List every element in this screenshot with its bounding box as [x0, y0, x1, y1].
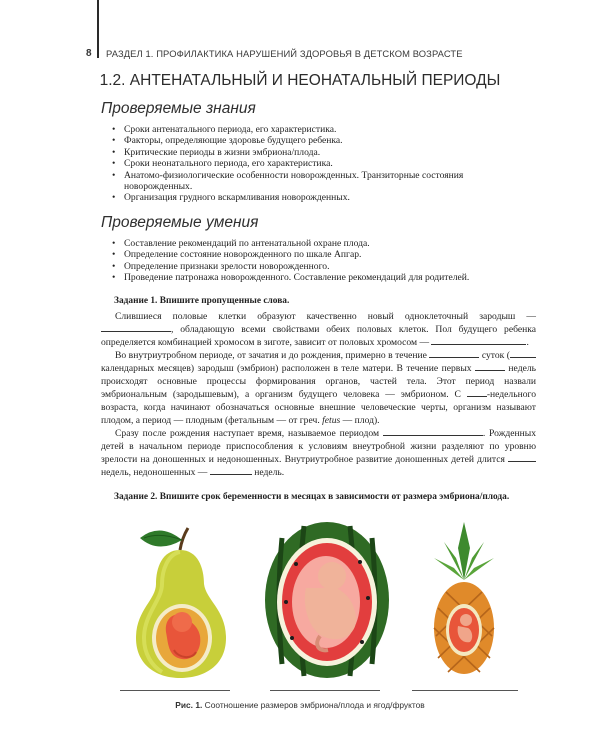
- knowledge-heading: Проверяемые знания: [101, 100, 256, 117]
- figure-caption: [0, 700, 600, 710]
- skills-list: [112, 238, 532, 284]
- figure-label: Рис. 1.: [175, 700, 203, 710]
- answer-blank[interactable]: [101, 323, 171, 332]
- page-number: 8: [86, 48, 92, 59]
- task1-paragraph-2: Во внутриутробном периоде, от зачатия и до рождения, примерно в течение суток ( календарных месяцев) зародыш (эмбрион) расположен в теле матери. В течение первых недель происходят основные процессы формирования органов, частей тела. Этот период назвали эмбриональным (зародышевым), а организм будущего человека — эмбрионом. С -недельного возраста, когда начинают обозначаться основные внешние человеческие черты, организм называют плодом, а период — плодным (фетальным — от греч. fetus — плод).: [101, 350, 536, 426]
- answer-line-pineapple[interactable]: [412, 690, 518, 691]
- list-item: • Анатомо-физиологические особенности новорожденных. Транзиторные состояния новорожденных.: [112, 170, 532, 193]
- list-item: • Определение состояние новорожденного по шкале Апгар.: [112, 249, 532, 260]
- list-item: • Сроки антенатального периода, его характеристика.: [112, 124, 532, 135]
- answer-blank[interactable]: [475, 362, 505, 371]
- pear-illustration: [122, 520, 232, 680]
- chapter-title: 1.2. АНТЕНАТАЛЬНЫЙ И НЕОНАТАЛЬНЫЙ ПЕРИОДЫ: [99, 72, 501, 89]
- answer-blank[interactable]: [383, 427, 483, 436]
- answer-blank[interactable]: [431, 336, 526, 345]
- answer-blank[interactable]: [510, 349, 536, 358]
- list-item: • Определение признаки зрелости новорожденного.: [112, 261, 532, 272]
- pineapple-illustration: [428, 518, 500, 678]
- running-title: РАЗДЕЛ 1. ПРОФИЛАКТИКА НАРУШЕНИЙ ЗДОРОВЬЯ В ДЕТСКОМ ВОЗРАСТЕ: [106, 48, 463, 59]
- skills-heading: Проверяемые умения: [101, 214, 259, 231]
- list-item: • Составление рекомендаций по антенатальной охране плода.: [112, 238, 532, 249]
- task1-paragraph-1: Слившиеся половые клетки образуют качественно новый одноклеточный зародыш — , обладающую всеми свойствами обеих половых клеток. Пол будущего ребенка определяется комбинацией хромосом в зиготе, зависит от половых хромосом — .: [101, 311, 536, 348]
- answer-blank[interactable]: [429, 349, 479, 358]
- list-item: • Критические периоды в жизни эмбриона/плода.: [112, 147, 532, 158]
- answer-blank[interactable]: [210, 466, 252, 475]
- answer-blank[interactable]: [508, 453, 536, 462]
- list-item: • Организация грудного вскармливания новорожденных.: [112, 192, 532, 203]
- watermelon-illustration: [262, 518, 392, 682]
- list-item: • Сроки неонатального периода, его характеристика.: [112, 158, 532, 169]
- answer-line-watermelon[interactable]: [270, 690, 380, 691]
- task2-title: Задание 2. Впишите срок беременности в месяцах в зависимости от размера эмбриона/плода.: [114, 492, 510, 502]
- list-item: • Проведение патронажа новорожденного. Составление рекомендаций для родителей.: [112, 272, 532, 283]
- answer-blank[interactable]: [467, 388, 487, 397]
- header-rule: [97, 0, 99, 58]
- list-item: • Факторы, определяющие здоровье будущего ребенка.: [112, 135, 532, 146]
- answer-line-pear[interactable]: [120, 690, 230, 691]
- task1-paragraph-3: Сразу после рождения наступает время, называемое периодом . Рожденных детей в начальном периоде приспособления к условиям внеутробной жизни разделяют по уровню зрелости на доношенных и недоношенных. Внутриутробное развитие доношенных детей длится недель, недоношенных — недель.: [101, 428, 536, 478]
- figure-caption-text: Соотношение размеров эмбриона/плода и ягод/фруктов: [204, 700, 425, 710]
- knowledge-list: [112, 124, 532, 204]
- task1-title: Задание 1. Впишите пропущенные слова.: [114, 296, 290, 306]
